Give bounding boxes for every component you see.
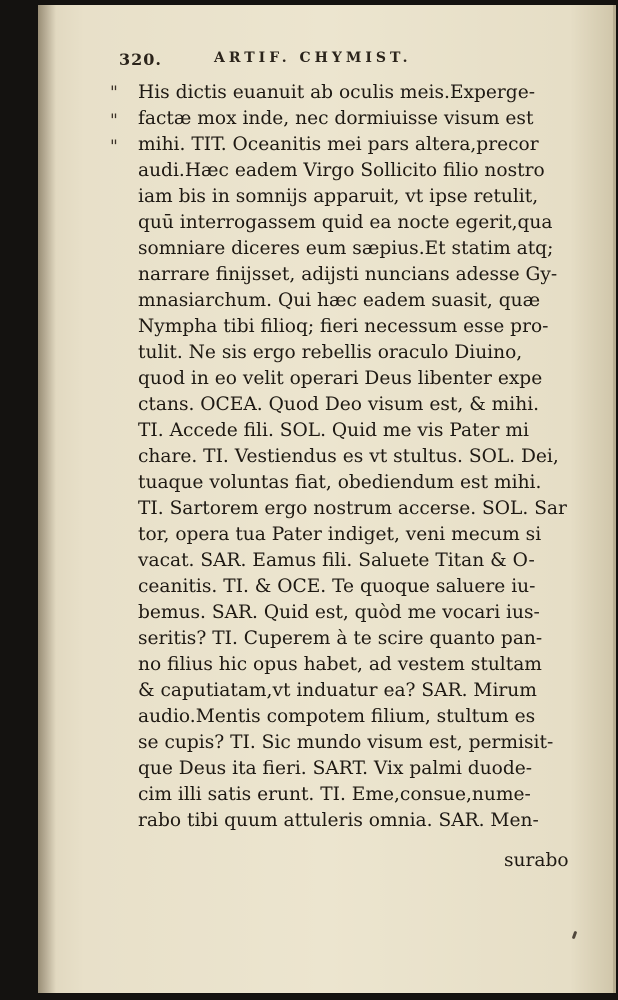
text-line: no filius hic opus habet, ad vestem stultam xyxy=(138,654,542,675)
text-line: audio.Mentis compotem filium, stultum es xyxy=(138,706,536,727)
text-line: ctans. OCEA. Quod Deo visum est, & mihi. xyxy=(138,394,540,415)
text-line: rabo tibi quum attuleris omnia. SAR. Men- xyxy=(138,810,539,831)
text-line: narrare finijsset, adijsti nuncians adesse Gy- xyxy=(138,264,558,285)
text-line: quū interrogassem quid ea nocte egerit,qua xyxy=(138,212,553,233)
running-head xyxy=(119,50,539,74)
text-line: Nympha tibi filioq; fieri necessum esse pro- xyxy=(138,316,549,337)
text-line: seritis? TI. Cuperem à te scire quanto pan- xyxy=(138,628,543,649)
text-line: chare. TI. Vestiendus es vt stultus. SOL. Dei, xyxy=(138,446,559,467)
text-line: factæ mox inde, nec dormiuisse visum est xyxy=(138,108,534,129)
text-line: se cupis? TI. Sic mundo visum est, permisit- xyxy=(138,732,554,753)
text-line: somniare diceres eum sæpius.Et statim atq; xyxy=(138,238,554,259)
text-line: tulit. Ne sis ergo rebellis oraculo Diuino, xyxy=(138,342,523,363)
page-edge xyxy=(613,5,616,993)
book-page xyxy=(38,5,616,993)
text-line: quod in eo velit operari Deus libenter expe xyxy=(138,368,543,389)
text-line: mihi. TIT. Oceanitis mei pars altera,precor xyxy=(138,134,539,155)
text-line: & caputiatam,vt induatur ea? SAR. Mirum xyxy=(138,680,537,701)
page-number: 320. xyxy=(119,50,162,69)
text-line: bemus. SAR. Quid est, quòd me vocari ius- xyxy=(138,602,540,623)
text-line: tor, opera tua Pater indiget, veni mecum si xyxy=(138,524,542,545)
text-line: TI. Sartorem ergo nostrum accerse. SOL. Sar xyxy=(138,498,567,519)
text-line: ceanitis. TI. & OCE. Te quoque saluere iu- xyxy=(138,576,536,597)
text-line: His dictis euanuit ab oculis meis.Experge- xyxy=(138,82,535,103)
margin-mark: " xyxy=(110,111,118,131)
text-line: iam bis in somnijs apparuit, vt ipse retulit, xyxy=(138,186,539,207)
text-line: tuaque voluntas fiat, obediendum est mihi. xyxy=(138,472,542,493)
running-title: ARTIF. CHYMIST. xyxy=(214,50,412,66)
ink-speck xyxy=(572,931,578,940)
text-line: que Deus ita fieri. SART. Vix palmi duode- xyxy=(138,758,533,779)
text-line: TI. Accede fili. SOL. Quid me vis Pater mi xyxy=(138,420,529,441)
margin-mark: " xyxy=(110,137,118,157)
text-line: audi.Hæc eadem Virgo Sollicito filio nostro xyxy=(138,160,545,181)
text-line: mnasiarchum. Qui hæc eadem suasit, quæ xyxy=(138,290,541,311)
catchword: surabo xyxy=(504,850,569,871)
text-line: cim illi satis erunt. TI. Eme,consue,nume- xyxy=(138,784,531,805)
gutter-shadow xyxy=(38,5,56,993)
text-line: vacat. SAR. Eamus fili. Saluete Titan & O- xyxy=(138,550,535,571)
margin-mark: " xyxy=(110,83,118,103)
